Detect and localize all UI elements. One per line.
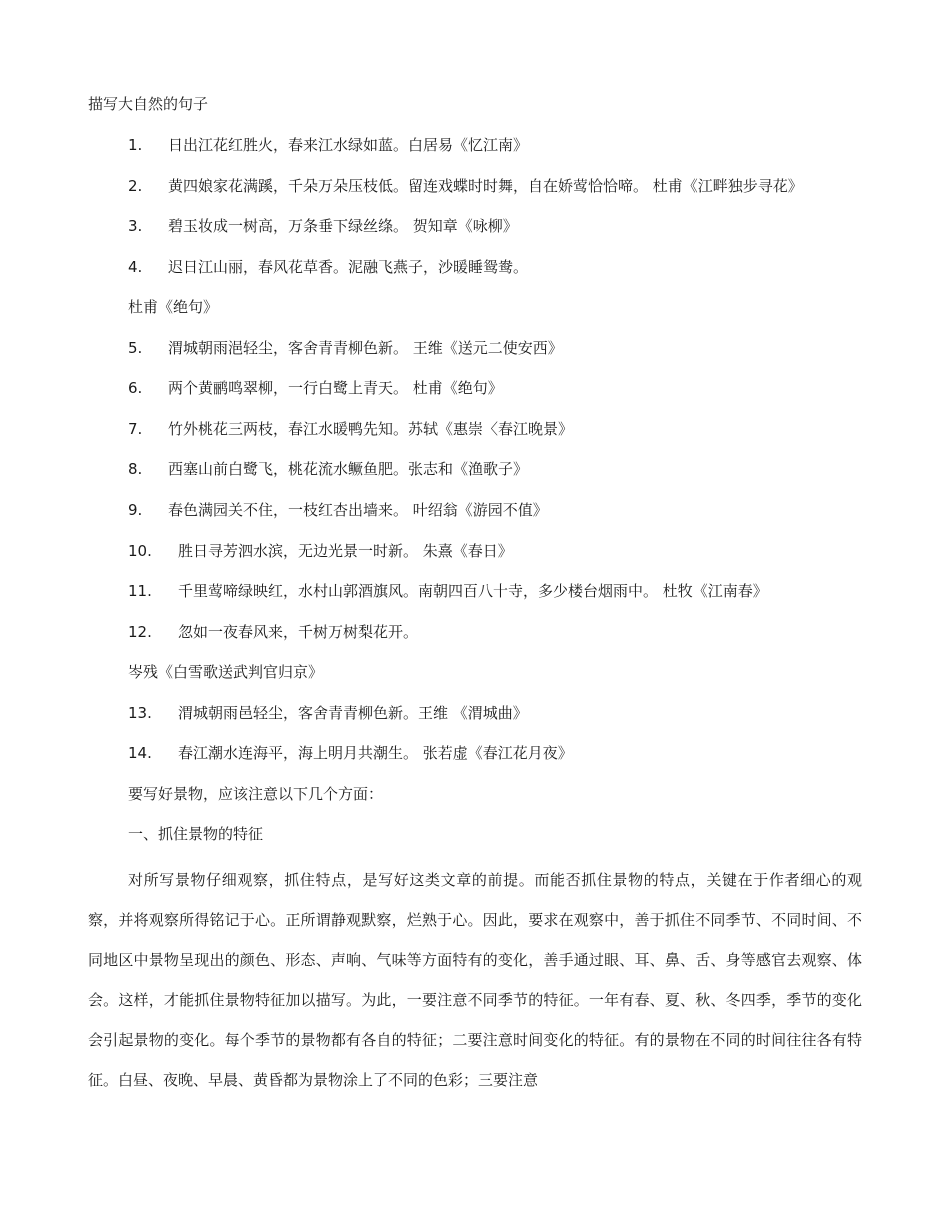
item-text: 两个黄鹂鸣翠柳，一行白鹭上青天。 杜甫《绝句》 (168, 379, 503, 397)
item-number: 9. (128, 501, 143, 519)
list-item (128, 214, 518, 238)
item-number: 4. (128, 258, 143, 276)
item-number: 5. (128, 339, 143, 357)
list-item (128, 620, 418, 644)
item-text: 春色满园关不住，一枝红杏出墙来。 叶绍翁《游园不值》 (168, 501, 548, 519)
list-item (128, 336, 563, 360)
list-item (128, 255, 528, 279)
list-item (128, 417, 573, 441)
list-item (128, 579, 768, 603)
item-number: 6. (128, 379, 143, 397)
item-text: 黄四娘家花满蹊，千朵万朵压枝低。留连戏蝶时时舞，自在娇莺恰恰啼。 杜甫《江畔独步寻花》 (168, 177, 803, 195)
list-item (128, 133, 528, 157)
item-text: 竹外桃花三两枝，春江水暖鸭先知。苏轼《惠崇〈春江晚景》 (168, 420, 574, 438)
section-heading: 一、抓住景物的特征 (128, 825, 264, 843)
item-text: 碧玉妆成一树高，万条垂下绿丝绦。 贺知章《咏柳》 (168, 217, 518, 235)
item-text: 日出江花红胜火，春来江水绿如蓝。白居易《忆江南》 (168, 136, 529, 154)
item-text: 胜日寻芳泗水滨，无边光景一时新。 朱熹《春日》 (178, 542, 513, 560)
item-number: 7. (128, 420, 143, 438)
item-number: 3. (128, 217, 143, 235)
document-title: 描写大自然的句子 (88, 95, 209, 113)
list-item (128, 539, 513, 563)
item-number: 13. (128, 704, 152, 722)
item-text: 千里莺啼绿映红，水村山郭酒旗风。南朝四百八十寺，多少楼台烟雨中。 杜牧《江南春》 (178, 582, 768, 600)
continuation-line: 岑残《白雪歌送武判官归京》 (128, 663, 324, 681)
item-text: 渭城朝雨邑轻尘，客舍青青柳色新。王维 《渭城曲》 (178, 704, 528, 722)
item-number: 2. (128, 177, 143, 195)
intro-line: 要写好景物，应该注意以下几个方面： (128, 785, 384, 803)
item-number: 8. (128, 460, 143, 478)
item-text: 渭城朝雨浥轻尘，客舍青青柳色新。 王维《送元二使安西》 (168, 339, 563, 357)
list-item (128, 457, 528, 481)
item-number: 11. (128, 582, 152, 600)
list-item (128, 741, 573, 765)
item-text: 忽如一夜春风来，千树万树梨花开。 (178, 623, 419, 641)
item-text: 迟日江山丽，春风花草香。泥融飞燕子，沙暖睡鸳鸯。 (168, 258, 529, 276)
list-item (128, 376, 503, 400)
item-number: 12. (128, 623, 152, 641)
list-item (128, 174, 803, 198)
item-text: 春江潮水连海平，海上明月共潮生。 张若虚《春江花月夜》 (178, 744, 573, 762)
continuation-line: 杜甫《绝句》 (128, 298, 219, 316)
list-item (128, 498, 548, 522)
list-item (128, 701, 528, 725)
item-number: 14. (128, 744, 152, 762)
item-number: 10. (128, 542, 152, 560)
body-paragraph: 对所写景物仔细观察，抓住特点，是写好这类文章的前提。而能否抓住景物的特点，关键在于作者细心的观察，并将观察所得铭记于心。正所谓静观默察，烂熟于心。因此，要求在观察中，善于抓住不同季节、不同时间、不同地区中景物呈现出的颜色、形态、声响、气味等方面特有的变化，善手通过眼、耳、鼻、舌、身等感官去观察、体会。这样，才能抓住景物特征加以描写。为此，一要注意不同季节的特征。一年有春、夏、秋、冬四季，季节的变化会引起景物的变化。每个季节的景物都有各自的特征；二要注意时间变化的特征。有的景物在不同的时间往往各有特征。白昼、夜晚、早晨、黄昏都为景物涂上了不同的色彩；三要注意 (88, 871, 862, 1089)
item-number: 1. (128, 136, 143, 154)
item-text: 西塞山前白鹭飞，桃花流水鳜鱼肥。张志和《渔歌子》 (168, 460, 529, 478)
